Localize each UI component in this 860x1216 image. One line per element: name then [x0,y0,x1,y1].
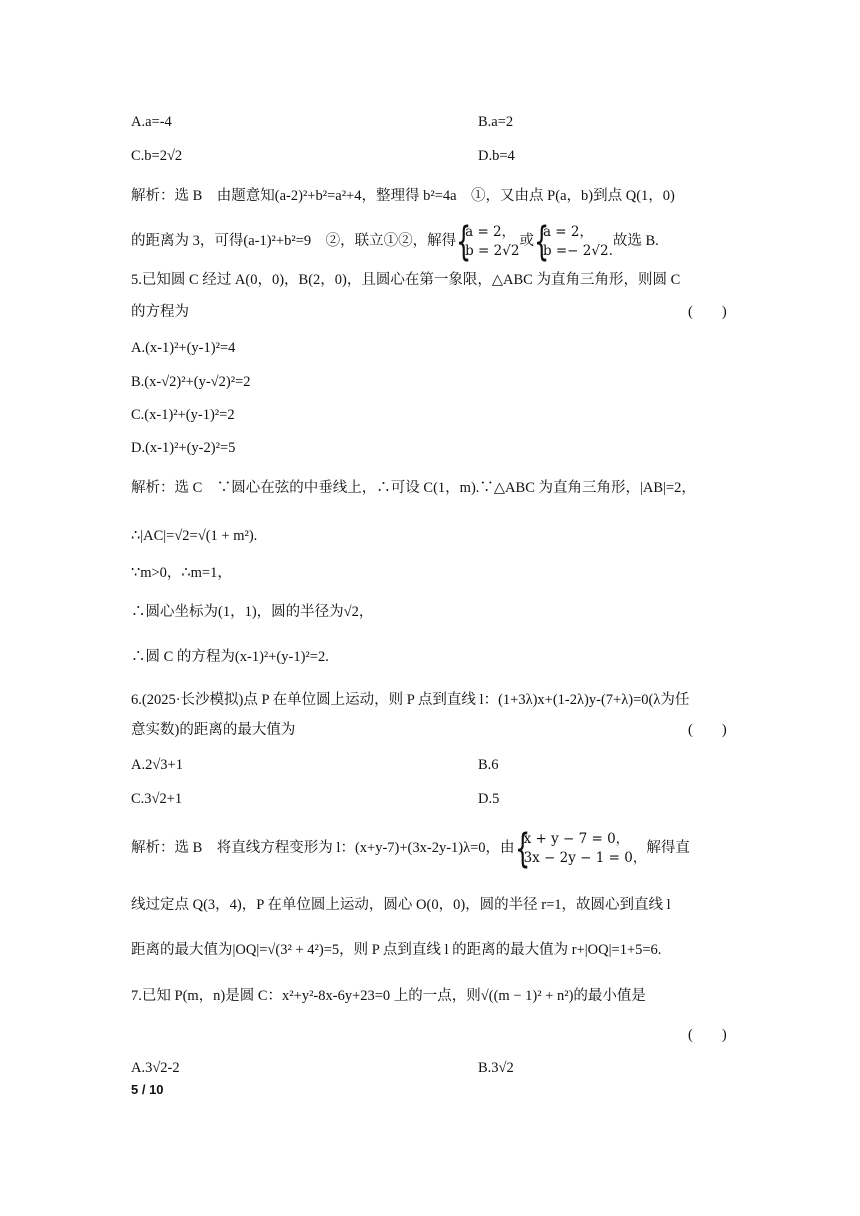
q4-solution-line-2 [131,218,659,265]
q4-option-d: D.b=4 [478,148,515,164]
q6-option-d: D.5 [478,791,500,807]
q6-solution-line-1 [131,825,690,872]
q7-stem-line-1: 7.已知 P(m，n)是圆 C：x²+y²-8x-6y+23=0 上的一点，则√((m − 1)² + n²)的最小值是 [131,988,646,1004]
system-row: a = 2， [542,223,593,240]
q5-solution-line-1: 解析：选 C ∵圆心在弦的中垂线上，∴可设 C(1，m).∵△ABC 为直角三角形，|AB|=2， [131,480,696,496]
q6-answer-blank: ( ) [688,722,727,738]
q5-option-c: C.(x-1)²+(y-1)²=2 [131,407,235,423]
q6-option-b: B.6 [478,757,499,773]
q4-solution-conclusion: 故选 B. [612,233,659,249]
q6-solution-text: 解析：选 B 将直线方程变形为 l：(x+y-7)+(3x-2y-1)λ=0，由 [131,840,515,856]
q4-option-a: A.a=-4 [131,114,172,130]
q4-option-c: C.b=2√2 [131,148,183,164]
q4-solution-text: 的距离为 3，可得(a-1)²+b²=9 ②，联立①②，解得 [131,233,457,249]
q6-equation-system: { x + y − 7 = 0， 3x − 2y − 1 = 0， [514,825,647,872]
q7-option-a: A.3√2-2 [131,1060,180,1076]
system-row: b = 2√2 [465,242,520,259]
q5-solution-line-3: ∵m>0，∴m=1， [131,565,232,581]
system-row: x + y − 7 = 0， [523,830,630,847]
q4-solution-line-1: 解析：选 B 由题意知(a-2)²+b²=a²+4，整理得 b²=4a ①，又由点 P(a，b)到点 Q(1，0) [131,188,675,204]
q4-option-b: B.a=2 [478,114,514,130]
q5-option-d: D.(x-1)²+(y-2)²=5 [131,440,236,456]
q5-solution-line-5: ∴圆 C 的方程为(x-1)²+(y-1)²=2. [131,649,329,665]
q7-option-b: B.3√2 [478,1060,514,1076]
q4-solution-or: 或 [519,233,534,249]
q5-solution-line-2: ∴|AC|=√2=√(1 + m²). [131,528,258,544]
q6-option-a: A.2√3+1 [131,757,183,773]
q5-answer-blank: ( ) [688,304,727,320]
page-number: 5 / 10 [131,1082,164,1097]
q5-solution-line-4: ∴圆心坐标为(1，1)，圆的半径为√2， [131,604,374,620]
q4-equation-system-1: { a = 2， b = 2√2 [456,218,520,265]
q6-solution-line-2: 线过定点 Q(3，4)，P 在单位圆上运动，圆心 O(0，0)，圆的半径 r=1，故圆心到直线 l [131,897,671,913]
q6-solution-line-3: 距离的最大值为|OQ|=√(3² + 4²)=5，则 P 点到直线 l 的距离的最大值为 r+|OQ|=1+5=6. [131,942,662,958]
q4-equation-system-2: { a = 2， b =− 2√2. [533,218,613,265]
q5-stem-line-1: 5.已知圆 C 经过 A(0，0)，B(2，0)，且圆心在第一象限，△ABC 为直角三角形，则圆 C [131,272,681,288]
q6-solution-conclusion: 解得直 [646,840,690,856]
system-row: b =− 2√2. [542,242,613,259]
q6-option-c: C.3√2+1 [131,791,183,807]
q6-stem-line-1: 6.(2025·长沙模拟)点 P 在单位圆上运动，则 P 点到直线 l：(1+3λ)x+(1-2λ)y-(7+λ)=0(λ为任 [131,692,690,708]
system-row: a = 2， [465,223,516,240]
q6-stem-line-2: 意实数)的距离的最大值为 [131,722,296,738]
q5-option-a: A.(x-1)²+(y-1)²=4 [131,340,236,356]
system-row: 3x − 2y − 1 = 0， [523,849,647,866]
q5-stem-line-2: 的方程为 [131,304,189,320]
q7-answer-blank: ( ) [688,1027,727,1043]
q5-option-b: B.(x-√2)²+(y-√2)²=2 [131,374,251,390]
